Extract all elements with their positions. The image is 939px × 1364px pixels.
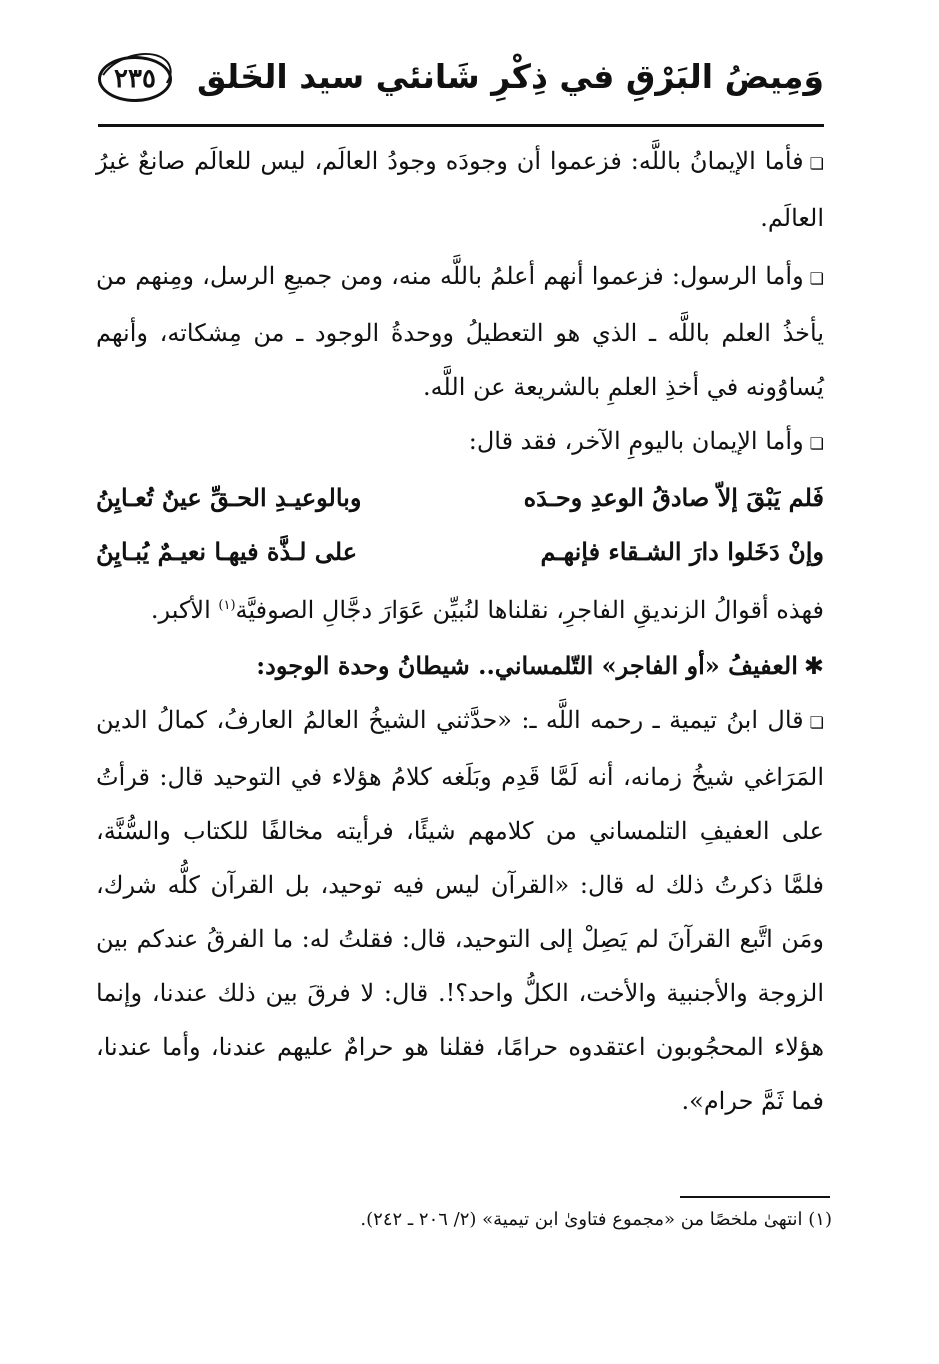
checkbox-icon: ❏ [809,434,824,453]
paragraph-conclusion: فهذه أقوالُ الزنديقِ الفاجرِ، نقلناها لنُبيِّن عَوَارَ دجَّالِ الصوفيَّة$^{(١)}$ الأكبر. [150,596,824,624]
poem [96,471,824,579]
footnote-rule [680,1196,830,1198]
poem-verse [96,525,824,579]
page-number: ٢٣٥ [98,56,172,102]
checkbox-icon: ❏ [809,269,825,288]
paragraph-faith-in-god: ❏فأما الإيمانُ باللَّه: فزعموا أن وجودَه وجودُ العالَم، ليس للعالَم صانعٌ غيرُ العالَم. [96,134,824,245]
paragraph-last-day: ❏وأما الإيمان باليومِ الآخر، فقد قال: [96,414,824,471]
checkbox-icon: ❏ [809,154,824,173]
page-header [98,50,824,128]
paragraph-ibn-taymiyya-quote: ❏قال ابنُ تيمية ـ رحمه اللَّه ـ: «حدَّثني الشيخُ العالمُ العارفُ، كمالُ الدين المَرَاغي شيخُ زمانه، أنه لَمَّا قَدِم وبَلَغه كلامُ هؤلاء في التوحيد قال: قرأتُ على العفيفِ التلمساني من كلامهم شيئًا، فرأيته مخالفًا للكتاب والسُّنَّة، فلمَّا ذكرتُ ذلك له قال: «القرآن ليس فيه توحيد، بل القرآن كلُّه شرك، ومَن اتَّبع القرآنَ لم يَصِلْ إلى التوحيد، قال: فقلتُ له: ما الفرقُ عندكم بين الزوجة والأجنبية والأخت، الكلُّ واحد؟!. قال: لا فرقَ بين ذلك عندنا، وإنما هؤلاء المحجُوبون اعتقدوه حرامًا، فقلنا هو حرامٌ عليهم عندنا، وأما عندنا، فما ثَمَّ حرام». [96,693,824,1128]
checkbox-icon: ❏ [809,713,824,732]
verse-first-hemistich: وإنْ دَخَلوا دارَ الشـقاء فإنهـم [540,537,824,566]
running-title: وَمِيضُ البَرْقِ في ذِكْرِ شَانئي سيد الخَلق [197,57,824,96]
asterisk-icon: ✱ [803,652,824,680]
footnote: (١) انتهىٰ ملخصًا من «مجموع فتاوىٰ ابن تيمية» (٢/ ٢٠٦ ـ ٢٤٢). [360,1209,832,1230]
poem-verse [96,471,824,525]
header-rule [98,124,824,127]
verse-second-hemistich: على لـذَّة فيهـا نعيـمٌ يُبـايِنُ [96,537,358,566]
paragraph-messenger: ❏وأما الرسول: فزعموا أنهم أعلمُ باللَّه منه، ومن جميعِ الرسل، ومِنهم من يأخذُ العلم باللَّه ـ الذي هو التعطيلُ ووحدةُ الوجود ـ من مِشكاته، وأنهم يُساوُونه في أخذِ العلمِ بالشريعة عن اللَّه. [96,249,824,414]
main-text [96,134,824,1128]
footnote-ref: (١) [218,598,236,613]
verse-first-hemistich: فَلم يَبْقَ إلاّ صادقُ الوعدِ وحـدَه [523,483,824,512]
section-heading: ✱العفيفُ «أو الفاجر» التّلمساني.. شيطانُ وحدة الوجود: [256,651,824,680]
verse-second-hemistich: وبالوعيـدِ الحـقِّ عينٌ تُعـايِنُ [96,483,362,512]
